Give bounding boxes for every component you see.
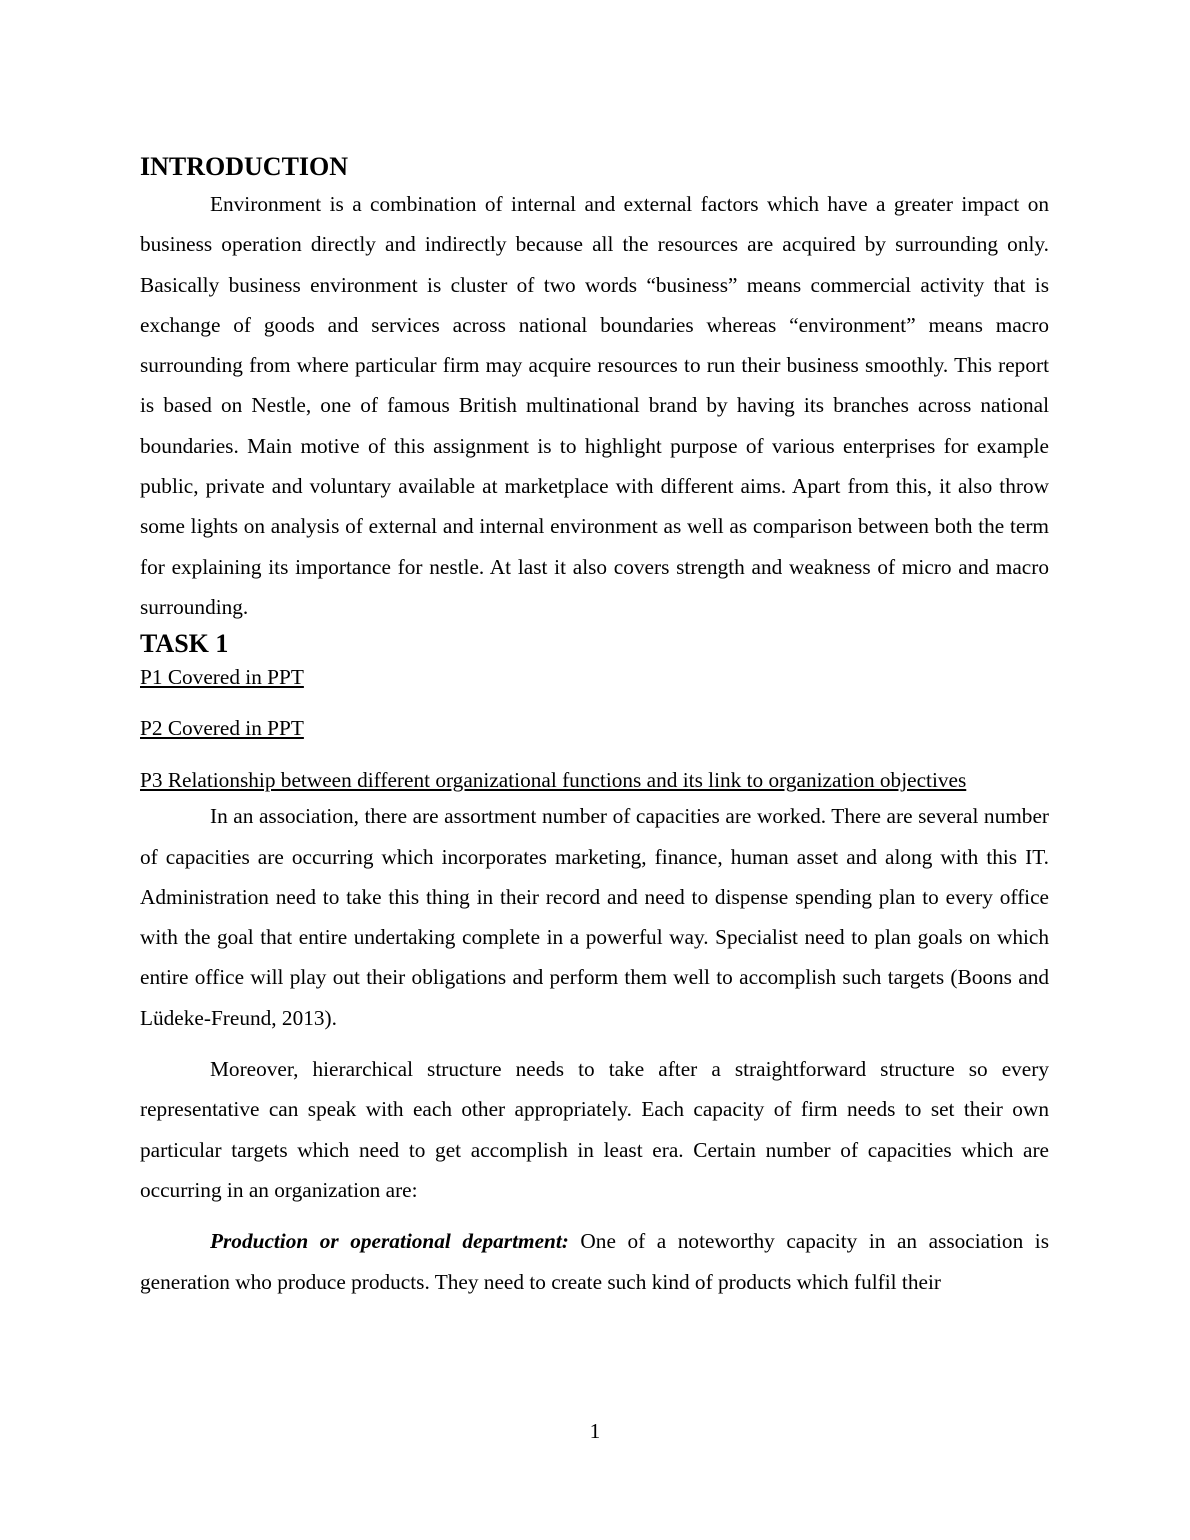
p1-subheading: P1 Covered in PPT — [140, 665, 304, 690]
p3-subheading: P3 Relationship between different organizational functions and its link to organization objectives — [140, 768, 967, 793]
task1-paragraph-1: In an association, there are assortment number of capacities are worked. There are several number of capacities are occurring which incorporates marketing, finance, human asset and along with this IT. Administration need to take this thing in their record and need to dispense spending plan to every office with the goal that entire undertaking complete in a powerful way. Specialist need to plan goals on which entire office will play out their obligations and perform them well to accomplish such targets (Boons and Lüdeke-Freund, 2013). — [140, 804, 1049, 1030]
page-content — [140, 150, 1049, 1302]
task1-paragraph-2: Moreover, hierarchical structure needs to take after a straightforward structure so every representative can speak with each other appropriately. Each capacity of firm needs to set their own particular targets which need to get accomplish in least era. Certain number of capacities which are occurring in an organization are: — [140, 1057, 1049, 1202]
introduction-heading: INTRODUCTION — [140, 152, 349, 181]
production-text: One of a noteworthy capacity in an association is generation who produce products. They need to create such kind of products which fulfil their — [140, 1229, 1049, 1294]
production-paragraph — [140, 1221, 1049, 1302]
p2-subheading: P2 Covered in PPT — [140, 716, 304, 741]
introduction-paragraph: Environment is a combination of internal and external factors which have a greater impact on business operation directly and indirectly because all the resources are acquired by surrounding only. Basically business environment is cluster of two words “business” means commercial activity that is exchange of goods and services across national boundaries whereas “environment” means macro surrounding from where particular firm may acquire resources to run their business smoothly. This report is based on Nestle, one of famous British multinational brand by having its branches across national boundaries. Main motive of this assignment is to highlight purpose of various enterprises for example public, private and voluntary available at marketplace with different aims. Apart from this, it also throw some lights on analysis of external and internal environment as well as comparison between both the term for explaining its importance for nestle. At last it also covers strength and weakness of micro and macro surrounding. — [140, 192, 1049, 619]
task1-heading: TASK 1 — [140, 629, 229, 659]
production-lead: Production or operational department: — [210, 1229, 569, 1254]
page-number: 1 — [589, 1419, 601, 1443]
